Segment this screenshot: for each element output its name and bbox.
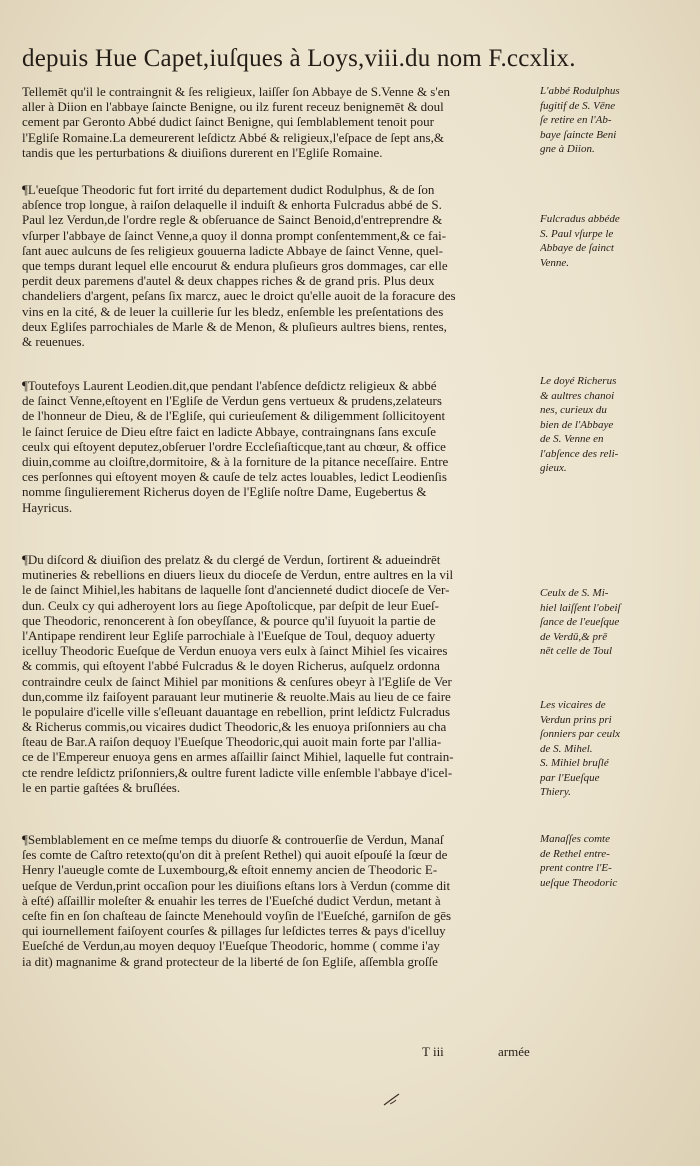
text-line: Henry l'aueugle comte de Luxembourg,& eſtoit ennemy ancien de Theodoric E- <box>22 862 438 878</box>
margin-line: Venne. <box>540 256 570 269</box>
text-line: dun,comme ilz faiſoyent parauant leur mutinerie & reuolte.Mais au lieu de ce faire <box>22 688 451 704</box>
margin-line: & aultres chanoi <box>540 389 615 402</box>
text-line: que temps durant lequel elle encourut & endura pluſieurs gros dommages, car elle <box>22 257 448 273</box>
text-line: le de ſainct Mihiel,les habitans de laquelle ſont d'ancienneté dudict dioceſe de Ver- <box>22 582 450 598</box>
paragraph-2 <box>22 182 538 349</box>
signature-mark: T iii <box>422 1044 444 1059</box>
margin-note-2 <box>540 212 690 270</box>
margin-line: L'abbé Rodulphus <box>540 85 620 97</box>
text-line: & Richerus commis,ou vicaires dudict Theodoric,& les enuoya priſonniers au cha <box>22 719 447 735</box>
margin-line: l'abſence des reli- <box>540 447 619 460</box>
text-line: ¶Semblablement en ce meſme temps du diuorſe & controuerſie de Verdun, Manaſ <box>22 832 444 847</box>
margin-line: de S. Venne en <box>540 433 604 445</box>
margin-line: de S. Mihel. <box>540 742 593 755</box>
text-line: Paul lez Verdun,de l'ordre regle & obſeruance de Sainct Benoid,d'entreprendre & <box>22 212 443 228</box>
margin-line: Abbaye de ſainct <box>540 242 614 254</box>
margin-line: hiel laiſſent l'obeiſ <box>540 601 621 614</box>
margin-line: Fulcradus abbéde <box>540 213 620 225</box>
margin-line: ueſque Theodoric <box>540 876 618 889</box>
margin-note-6 <box>540 832 690 890</box>
text-line: à eſté) aſſaillir moleſter & enuahir les terres de l'Eueſché dudict Verdun, metant à <box>22 892 441 908</box>
text-line: abſence trop longue, à raiſon delaquelle il induiſt & enhorta Fulcradus abbé de S. <box>22 197 442 213</box>
text-line: l'Egliſe Romaine.La demeurerent leſdictz Abbé & religieux,l'eſpace de ſept ans,& <box>22 129 444 145</box>
margin-line: de Rethel entre- <box>540 847 610 860</box>
margin-line: nēt celle de Toul <box>540 645 612 657</box>
text-line: mutineries & rebellions en diuers lieux du dioceſe de Verdun, entre aultres en la vil <box>22 567 454 583</box>
margin-line: ſe retire en l'Ab- <box>540 114 612 126</box>
margin-line: bien de l'Abbaye <box>540 418 614 431</box>
text-line: chandeliers d'argent, peſans ſix marcz, auec le droict qu'elle auoit de la foracure des <box>22 288 456 304</box>
text-line: ſant auec aulcuns de ſes religieux gouuerna ladicte Abbaye de ſainct Venne, quel- <box>22 242 444 258</box>
margin-line: gieux. <box>540 462 567 474</box>
text-line: deux Egliſes parrochiales de Marle & de Menon, & pluſieurs aultres biens, rentes, <box>22 318 447 334</box>
text-line: ueſque de Verdun,print occaſion pour les diuiſions eſtans lors à Verdun (comme dit <box>22 877 451 893</box>
margin-note-3 <box>540 374 690 476</box>
text-line: ceſte fin en ſon chaſteau de ſaincte Menehould voyſin de l'Eueſché, garniſon de gēs <box>22 907 452 923</box>
margin-line: Manaſſes comte <box>540 833 610 845</box>
text-line: cte rendre leſdictz priſonniers,& oultre furent ladicte ville enſemble l'abbaye d'icel- <box>22 764 453 780</box>
margin-line: Verdun prins pri <box>540 713 612 726</box>
text-line: qui iournellement faiſoyent courſes & pillages ſur leſdictes terres & pays d'icelluy <box>22 923 446 939</box>
text-line: & reuenues. <box>22 333 85 349</box>
margin-line: fugitif de S. Vēne <box>540 99 616 112</box>
margin-line: S. Paul vſurpe le <box>540 227 614 240</box>
margin-line: S. Mihiel bruſlé <box>540 757 609 769</box>
text-line: le populaire d'icelle ville s'eſleuant dauantage en rebellion, print leſdictz Fulcradus <box>22 703 451 719</box>
text-line: icelluy Theodoric Eueſque de Verdun enuoya vers eulx à ſainct Mihiel ſes vicaires <box>22 643 448 659</box>
text-line: diuin,comme au cloiſtre,dormitoire, & à la forniture de la pitance neceſſaire. Entre <box>22 453 449 469</box>
text-line: vins en la cité, & de leuer la cuillerie ſur les bledz, enſemble les preſentations des <box>22 303 444 319</box>
ink-flourish-icon <box>382 1092 402 1108</box>
margin-note-5 <box>540 698 690 800</box>
margin-line: gne à Diion. <box>540 143 595 155</box>
text-line: aller à Diion en l'abbaye ſaincte Benigne, ou ilz furent receuz benignemēt & doul <box>22 99 444 115</box>
text-line: l'Antipape rendirent leur Egliſe parrochiale à l'Eueſque de Toul, dequoy aduerty <box>22 627 436 643</box>
text-line: ¶Du diſcord & diuiſion des prelatz & du clergé de Verdun, ſortirent & adueindrēt <box>22 552 441 567</box>
paragraph-1 <box>22 84 538 160</box>
text-line: & commis, qui eſtoyent l'abbé Fulcradus & le doyen Richerus, auſquelz ordonna <box>22 658 440 674</box>
margin-line: de Verdū,& prē <box>540 630 608 643</box>
text-line: Tellemēt qu'il le contraingnit & ſes religieux, laiſſer ſon Abbaye de S.Venne & s'en <box>22 84 450 99</box>
text-line: vſurper l'abbaye de ſainct Venne,a quoy il donna prompt conſentemment,& ce fai- <box>22 227 447 243</box>
text-line: de ſainct Venne,eſtoyent en l'Egliſe de Verdun gens vertueux & prudens,zelateurs <box>22 393 442 409</box>
margin-line: Ceulx de S. Mi- <box>540 587 609 599</box>
text-line: dun. Ceulx cy qui adheroyent lors au ſiege Apoſtolicque, par deſpit de leur Eueſ- <box>22 597 439 613</box>
text-line: ſteau de Bar.A raiſon dequoy l'Eueſque Theodoric,qui auoit main forte par l'allia- <box>22 734 442 750</box>
margin-note-4 <box>540 586 690 659</box>
text-line: ſes comte de Caſtro retexto(qu'on dit à preſent Rethel) qui auoit eſpouſé la ſœur de <box>22 847 448 863</box>
margin-line: Les vicaires de <box>540 699 606 711</box>
text-line: ¶L'eueſque Theodoric fut fort irrité du departement dudict Rodulphus, & de ſon <box>22 182 435 197</box>
text-line: contraindre ceulx de ſainct Mihiel par monitions & cenſures obeyr à l'Egliſe de Ver <box>22 673 452 689</box>
text-line: que Theodoric, renoncerent à ſon obeyſſance, & pource qu'il ſuyuoit la partie de <box>22 612 436 628</box>
text-line: de l'honneur de Dieu, & de l'Egliſe, qui curieuſement & diligemment ſollicitoyent <box>22 408 446 424</box>
paragraph-4 <box>22 552 538 795</box>
margin-line: par l'Eueſque <box>540 771 600 784</box>
text-line: ces perſonnes qui eſtoyent moyen & cauſe de telz actes louables, ledict Leodienſis <box>22 469 447 485</box>
paragraph-3 <box>22 378 538 515</box>
text-line: tandis que les perturbations & diuiſions durerent en l'Egliſe Romaine. <box>22 144 383 160</box>
margin-line: ſance de l'eueſque <box>540 616 620 628</box>
text-line: nomme ſingulierement Richerus doyen de l'Egliſe noſtre Dame, Eugebertus & <box>22 484 427 500</box>
running-header: depuis Hue Capet,iuſques à Loys,viii.du nom F.ccxlix. <box>22 45 576 72</box>
text-line: ia dit) magnanime & grand protecteur de la liberté de ſon Egliſe, aſſembla groſſe <box>22 953 438 969</box>
text-line: perdit deux paremens d'autel & deux chappes riches & de grand pris. Plus deux <box>22 273 435 289</box>
paragraph-5 <box>22 832 538 969</box>
text-line: ¶Toutefoys Laurent Leodien.dit,que pendant l'abſence deſdictz religieux & abbé <box>22 378 437 393</box>
margin-line: Thiery. <box>540 786 571 798</box>
margin-line: nes, curieux du <box>540 404 607 416</box>
margin-line: ſonniers par ceulx <box>540 728 621 740</box>
margin-line: Le doyé Richerus <box>540 375 617 387</box>
text-line: le en partie gaſtées & bruſlées. <box>22 779 181 795</box>
text-line: ce de l'Empereur enuoya gens en armes aſſaillir ſainct Mihiel, laquelle fut contrain- <box>22 749 454 765</box>
margin-line: prent contre l'E- <box>540 862 612 874</box>
text-line: le ſainct ſeruice de Dieu eſtre faict en ladicte Abbaye, contraingnans ſans excuſe <box>22 423 437 439</box>
margin-line: baye ſaincte Beni <box>540 128 617 141</box>
text-line: cement par Geronto Abbé dudict ſainct Benigne, qui ſemblablement tenoit pour <box>22 114 434 130</box>
text-line: ceulx qui eſtoyent deputez,obſeruer l'ordre Eccleſiaſticque,tant au chœur, & office <box>22 438 446 454</box>
text-line: Hayricus. <box>22 499 73 515</box>
catchword: armée <box>498 1044 530 1059</box>
text-line: Eueſché de Verdun,au moyen dequoy l'Eueſque Theodoric, homme ( comme i'ay <box>22 938 440 954</box>
margin-note-1 <box>540 84 690 157</box>
